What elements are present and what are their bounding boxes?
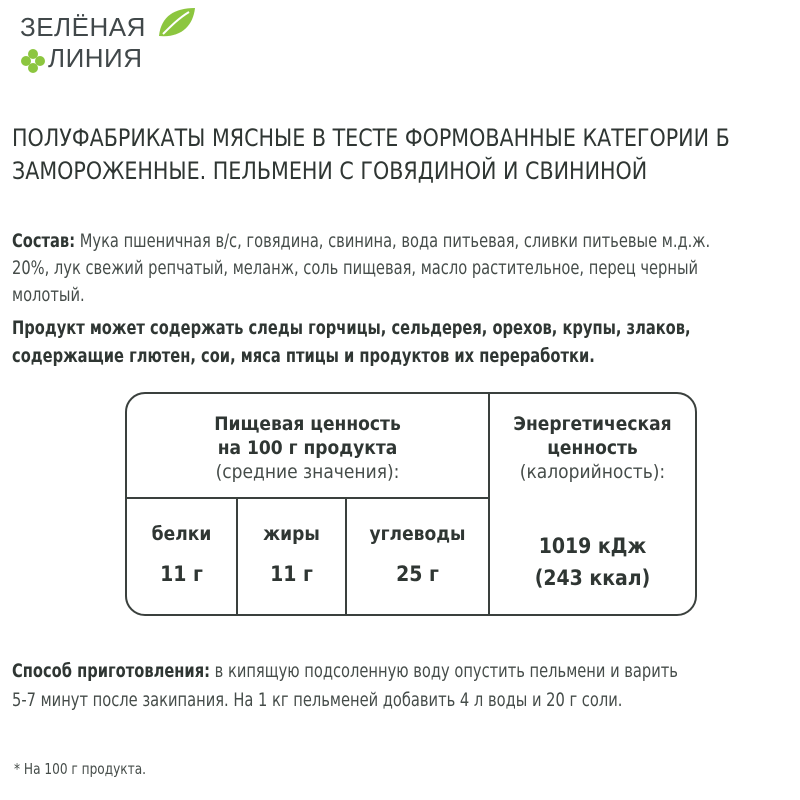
protein-value: 11 г [160,562,203,586]
composition-text-line1: Мука пшеничная в/с, говядина, свинина, вода питьевая, сливки питьевые м.д.ж. [75,230,711,252]
cooking-method [12,657,784,715]
composition-block [12,228,784,309]
nutrition-header [127,412,488,484]
brand-logo [14,6,214,76]
fat-cell [238,522,345,586]
protein-cell [127,522,236,586]
allergen-warning [12,314,784,370]
table-divider [127,497,488,499]
carbs-label: углеводы [369,523,466,545]
energy-kj: 1019 кДж [538,534,647,558]
energy-kcal: (243 ккал) [534,566,651,590]
allergen-warning-line2: содержащие глютен, сои, мяса птицы и продуктов их переработки. [12,345,595,367]
protein-label: белки [151,523,212,545]
fat-value: 11 г [270,562,313,586]
energy-header-line3: (калорийность): [519,461,666,483]
energy-header-line1: Энергетическая [513,413,672,435]
clover-icon [20,48,46,74]
nutrition-header-line1: Пищевая ценность [214,413,401,435]
logo-text-line1: ЗЕЛЁНАЯ [20,12,146,42]
cooking-method-line1: в кипящую подсоленную воду опустить пельмени и варить [209,660,678,682]
leaf-icon [157,6,197,40]
product-title-line2: ЗАМОРОЖЕННЫЕ. ПЕЛЬМЕНИ С ГОВЯДИНОЙ И СВИНИНОЙ [12,157,648,185]
composition-text-line2: 20%, лук свежий репчатый, меланж, соль пищевая, масло растительное, перец черный [12,257,699,279]
carbs-value: 25 г [396,562,439,586]
nutrition-header-line2: на 100 г продукта [217,437,398,459]
energy-cell [490,530,695,594]
composition-label: Состав: [12,230,76,252]
product-title-line1: ПОЛУФАБРИКАТЫ МЯСНЫЕ В ТЕСТЕ ФОРМОВАННЫЕ КАТЕГОРИИ Б [12,124,730,152]
footnote: * На 100 г продукта. [14,760,147,778]
energy-header [490,412,695,484]
energy-header-line2: ценность [547,437,638,459]
nutrition-header-line3: (средние значения): [215,461,400,483]
nutrition-table [125,392,697,616]
fat-label: жиры [263,523,320,545]
composition-text-line3: молотый. [12,284,85,306]
product-title [12,122,730,188]
cooking-method-label: Способ приготовления: [12,660,210,682]
allergen-warning-line1: Продукт может содержать следы горчицы, сельдерея, орехов, крупы, злаков, [12,317,691,339]
cooking-method-line2: 5-7 минут после закипания. На 1 кг пельменей добавить 4 л воды и 20 г соли. [12,689,623,711]
carbs-cell [347,522,488,586]
logo-text-line2: ЛИНИЯ [48,43,143,73]
